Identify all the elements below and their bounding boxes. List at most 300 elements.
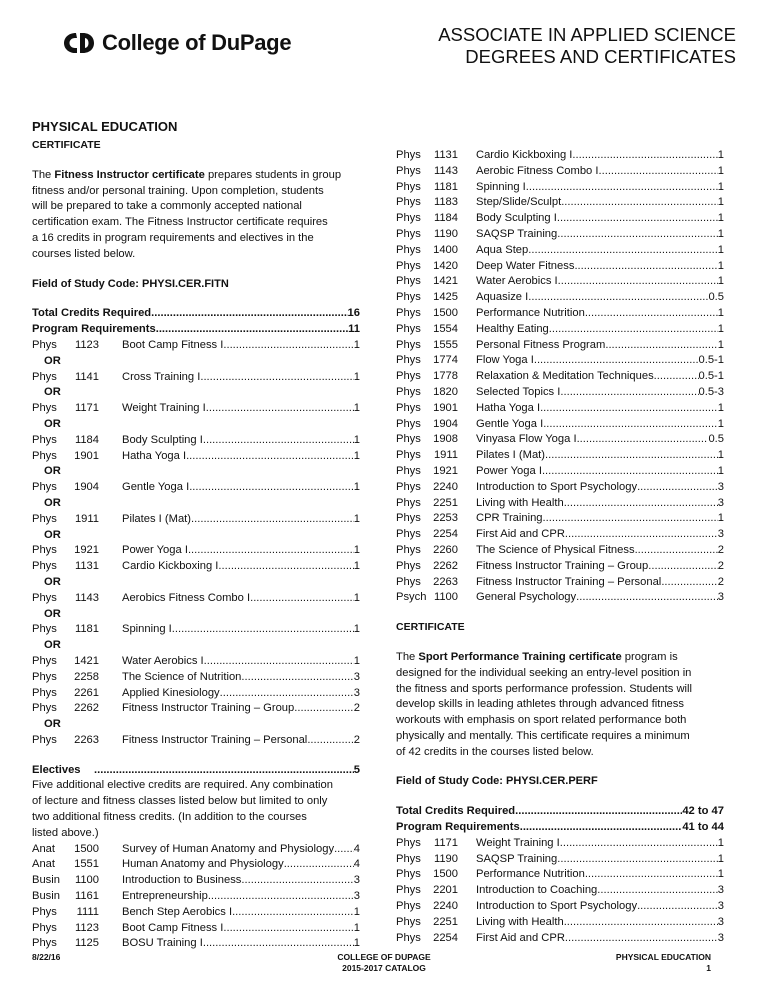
course-credits: 2 — [717, 559, 724, 572]
course-title-wrap — [476, 836, 724, 852]
course-credits: 3 — [717, 884, 724, 897]
course-dept: Phys — [396, 196, 421, 209]
course-row — [32, 921, 360, 937]
elective-course-list — [396, 148, 724, 606]
course-title-wrap — [476, 195, 724, 211]
course-credits: 1 — [717, 512, 724, 525]
course-title-wrap — [476, 353, 724, 369]
course-title: First Aid and CPR — [476, 931, 565, 944]
course-dept: Phys — [32, 402, 57, 415]
course-number: 1400 — [433, 243, 458, 256]
course-credits: 1 — [353, 544, 360, 557]
course-row — [396, 543, 724, 559]
course-title: Introduction to Sport Psychology — [476, 480, 638, 493]
course-row — [396, 259, 724, 275]
course-title-wrap — [122, 654, 360, 670]
course-credits: 1 — [717, 852, 724, 865]
course-title: Gentle Yoga I — [476, 417, 544, 430]
course-credits: 3 — [353, 686, 360, 699]
course-row — [32, 338, 360, 354]
course-credits: 3 — [717, 900, 724, 913]
intro-line: a 16 credits in program requirements and electives in the — [32, 231, 314, 244]
course-title: Power Yoga I — [476, 464, 542, 477]
course-row — [396, 243, 724, 259]
course-credits: 1 — [353, 905, 360, 918]
course-number: 2261 — [74, 686, 99, 699]
course-dept: Anat — [32, 858, 56, 871]
course-dept: Phys — [396, 543, 421, 556]
course-title: Vinyasa Flow Yoga I — [476, 433, 577, 446]
course-title-wrap — [122, 370, 360, 386]
course-row — [396, 559, 724, 575]
intro-rest: prepares students in group — [204, 168, 342, 181]
course-row — [396, 274, 724, 290]
or-separator: OR — [44, 528, 61, 541]
course-number: 1181 — [74, 623, 99, 636]
course-title: Deep Water Fitness — [476, 259, 575, 272]
course-number: 2253 — [433, 512, 458, 525]
course-dept: Phys — [32, 544, 57, 557]
course-credits: 3 — [353, 874, 360, 887]
course-number: 1125 — [74, 937, 99, 950]
electives-paragraph — [32, 778, 360, 841]
course-dept: Phys — [396, 212, 421, 225]
course-row — [396, 306, 724, 322]
course-dept: Phys — [396, 480, 421, 493]
course-credits: 1 — [717, 212, 724, 225]
course-row — [396, 338, 724, 354]
course-credits: 1 — [353, 433, 360, 446]
course-row — [396, 195, 724, 211]
course-title-wrap — [476, 511, 724, 527]
course-credits: 1 — [353, 654, 360, 667]
course-row — [396, 915, 724, 931]
course-credits: 4 — [353, 842, 360, 855]
course-dept: Phys — [396, 227, 421, 240]
course-row — [396, 432, 724, 448]
course-title: Weight Training I — [122, 402, 206, 415]
course-number: 1904 — [74, 481, 99, 494]
course-title-wrap — [122, 543, 360, 559]
course-number: 1161 — [74, 890, 99, 903]
logo-text: College of DuPage — [102, 30, 292, 55]
course-title: Body Sculpting I — [476, 212, 557, 225]
course-row — [396, 353, 724, 369]
course-row — [32, 701, 360, 717]
course-row — [396, 480, 724, 496]
course-title: Bench Step Aerobics I — [122, 905, 233, 918]
course-title-wrap — [476, 480, 724, 496]
course-number: 2254 — [433, 528, 458, 541]
course-row — [32, 733, 360, 749]
course-credits: 1 — [717, 401, 724, 414]
course-credits: 1 — [353, 402, 360, 415]
course-credits: 1 — [353, 921, 360, 934]
course-number: 1421 — [433, 275, 458, 288]
course-number: 1500 — [74, 842, 99, 855]
course-title-wrap — [476, 322, 724, 338]
total-credits-label: Total Credits Required — [32, 307, 152, 320]
electives-label: Electives — [32, 763, 81, 776]
total-credits-value: 42 to 47 — [682, 805, 724, 818]
course-number: 1100 — [433, 591, 458, 604]
course-credits: 0.5-1 — [698, 354, 724, 367]
course-credits: 1 — [717, 275, 724, 288]
course-number: 1183 — [433, 196, 458, 209]
course-dept: Phys — [32, 449, 57, 462]
course-row — [32, 480, 360, 496]
course-number: 2240 — [433, 480, 458, 493]
course-number: 1111 — [76, 905, 99, 918]
course-number: 1774 — [433, 354, 458, 367]
course-number: 1190 — [433, 227, 458, 240]
course-row — [32, 543, 360, 559]
course-dept: Phys — [32, 670, 57, 683]
intro-line: of 42 credits in the courses listed below. — [396, 745, 594, 758]
course-dept: Phys — [32, 560, 57, 573]
course-dept: Phys — [396, 417, 421, 430]
course-title: Fitness Instructor Training – Personal — [122, 733, 308, 746]
course-title: SAQSP Training — [476, 852, 558, 865]
intro-bold: Sport Performance Training certificate — [418, 650, 622, 663]
course-row — [396, 496, 724, 512]
course-title-wrap — [476, 559, 724, 575]
course-title: Fitness Instructor Training – Group — [122, 702, 295, 715]
intro-pre: The — [32, 168, 55, 181]
course-number: 2240 — [433, 900, 458, 913]
course-title-wrap — [476, 915, 724, 931]
course-dept: Phys — [32, 370, 57, 383]
course-credits: 1 — [353, 591, 360, 604]
intro-line: designed for the individual seeking an entry-level position in — [396, 666, 692, 679]
course-credits: 3 — [717, 915, 724, 928]
course-number: 1123 — [74, 338, 99, 351]
header-title-line-2: DEGREES AND CERTIFICATES — [465, 46, 736, 67]
course-credits: 1 — [717, 164, 724, 177]
header-title-line-1: ASSOCIATE IN APPLIED SCIENCE — [438, 24, 736, 45]
course-number: 1171 — [433, 836, 458, 849]
course-number: 1131 — [74, 560, 99, 573]
course-title-wrap — [476, 274, 724, 290]
course-dept: Phys — [396, 306, 421, 319]
or-separator: OR — [44, 496, 61, 509]
course-number: 1131 — [433, 149, 458, 161]
course-credits: 1 — [717, 180, 724, 193]
intro-line: the fitness and sports performance profession. Students will — [396, 682, 692, 695]
course-number: 1420 — [433, 259, 458, 272]
course-credits: 2 — [353, 733, 360, 746]
course-title: The Science of Nutrition — [122, 670, 242, 683]
course-dept: Phys — [396, 464, 421, 477]
course-number: 2263 — [74, 733, 99, 746]
course-number: 1921 — [433, 464, 458, 477]
course-dept: Psych — [396, 591, 427, 604]
course-dept: Phys — [32, 686, 57, 699]
course-title: Personal Fitness Program — [476, 338, 606, 351]
or-separator: OR — [44, 639, 61, 652]
certificate-subheading: CERTIFICATE — [32, 139, 101, 151]
course-row — [32, 512, 360, 528]
course-number: 1500 — [433, 306, 458, 319]
page-header-title — [438, 24, 736, 68]
course-title: Living with Health — [476, 496, 564, 509]
intro-bold: Fitness Instructor certificate — [54, 168, 205, 181]
course-credits: 3 — [717, 496, 724, 509]
intro-rest: program is — [621, 650, 678, 663]
course-dept: Phys — [396, 433, 421, 446]
course-row — [396, 931, 724, 947]
course-number: 1425 — [433, 291, 458, 304]
course-credits: 3 — [717, 931, 724, 944]
course-dept: Phys — [32, 591, 57, 604]
course-title: Aquasize I — [476, 291, 529, 304]
course-number: 1908 — [433, 433, 458, 446]
program-requirements-list — [396, 836, 724, 947]
course-title: Selected Topics I — [476, 385, 561, 398]
course-credits: 1 — [717, 868, 724, 881]
course-credits: 1 — [717, 243, 724, 256]
course-title: Introduction to Business — [122, 874, 242, 887]
course-credits: 1 — [353, 512, 360, 525]
field-of-study-code: Field of Study Code: PHYSI.CER.PERF — [396, 775, 598, 788]
course-number: 1921 — [74, 544, 99, 557]
course-title: Power Yoga I — [122, 544, 188, 557]
course-credits: 1 — [353, 449, 360, 462]
course-title: Living with Health — [476, 915, 564, 928]
course-dept: Phys — [32, 433, 57, 446]
course-title-wrap — [122, 701, 360, 717]
course-title-wrap — [476, 464, 724, 480]
course-row — [32, 591, 360, 607]
or-separator: OR — [44, 386, 61, 399]
course-dept: Phys — [396, 559, 421, 572]
course-title: Entrepreneurship — [122, 890, 208, 903]
course-credits: 3 — [717, 528, 724, 541]
course-row — [396, 401, 724, 417]
course-title-wrap — [122, 873, 360, 889]
course-row — [396, 464, 724, 480]
electives-value: 5 — [353, 763, 360, 776]
or-separator: OR — [44, 465, 61, 478]
course-title-wrap — [122, 670, 360, 686]
course-title-wrap — [122, 889, 360, 905]
program-requirements-value: 41 to 44 — [682, 821, 724, 834]
course-title-wrap — [476, 227, 724, 243]
course-number: 1904 — [433, 417, 458, 430]
course-dept: Phys — [396, 275, 421, 288]
course-row — [396, 867, 724, 883]
course-title: Aqua Step — [476, 243, 529, 256]
course-number: 1911 — [433, 449, 458, 462]
course-title-wrap — [476, 867, 724, 883]
course-title: Aerobics Fitness Combo I — [122, 591, 251, 604]
electives-text: of lecture and fitness classes listed below but limited to only — [32, 795, 328, 808]
course-title: Boot Camp Fitness I — [122, 338, 224, 351]
course-title-wrap — [122, 559, 360, 575]
course-dept: Phys — [396, 322, 421, 335]
course-title-wrap — [476, 496, 724, 512]
program-requirements-value: 11 — [348, 323, 360, 336]
course-title: Relaxation & Meditation Techniques — [476, 370, 654, 383]
course-row — [396, 164, 724, 180]
course-title: Boot Camp Fitness I — [122, 921, 224, 934]
course-dept: Phys — [32, 921, 57, 934]
course-number: 1184 — [433, 212, 458, 225]
course-title-wrap — [476, 338, 724, 354]
course-credits: 0.5 — [708, 433, 724, 446]
course-title: Aerobic Fitness Combo I — [476, 164, 599, 177]
course-row — [32, 842, 360, 858]
course-title: Introduction to Sport Psychology — [476, 900, 638, 913]
course-title: Healthy Eating — [476, 322, 549, 335]
course-title: Cross Training I — [122, 370, 201, 383]
course-number: 1141 — [74, 370, 99, 383]
course-dept: Phys — [396, 836, 421, 849]
course-number: 1181 — [433, 180, 458, 193]
course-credits: 0.5-3 — [698, 385, 724, 398]
course-row — [32, 889, 360, 905]
course-title: Fitness Instructor Training – Group — [476, 559, 649, 572]
course-dept: Phys — [32, 481, 57, 494]
course-title-wrap — [476, 883, 724, 899]
course-row — [396, 148, 724, 164]
course-title: BOSU Training I — [122, 937, 203, 950]
total-credits-line — [396, 804, 724, 820]
course-row — [396, 836, 724, 852]
course-row — [396, 448, 724, 464]
intro-line: certification exam. The Fitness Instructor certificate requires — [32, 216, 328, 229]
course-number: 1554 — [433, 322, 458, 335]
course-dept: Phys — [32, 654, 57, 667]
course-title: Introduction to Coaching — [476, 884, 598, 897]
course-dept: Phys — [396, 884, 421, 897]
course-title-wrap — [476, 417, 724, 433]
course-title-wrap — [476, 590, 724, 606]
course-dept: Phys — [32, 733, 57, 746]
course-title-wrap — [122, 591, 360, 607]
or-separator: OR — [44, 354, 61, 367]
course-credits: 1 — [353, 338, 360, 351]
course-title-wrap — [122, 733, 360, 749]
course-number: 1551 — [74, 858, 99, 871]
course-title-wrap — [476, 180, 724, 196]
course-title-wrap — [476, 211, 724, 227]
course-title-wrap — [122, 338, 360, 354]
total-credits-value: 16 — [347, 307, 360, 320]
course-title: Water Aerobics I — [476, 275, 558, 288]
course-title: Hatha Yoga I — [122, 449, 187, 462]
course-credits: 2 — [717, 543, 724, 556]
electives-line — [32, 763, 360, 779]
course-dept: Phys — [396, 512, 421, 525]
course-title-wrap — [122, 433, 360, 449]
course-dept: Phys — [396, 149, 421, 161]
course-title: Fitness Instructor Training – Personal — [476, 575, 662, 588]
course-number: 1901 — [433, 401, 458, 414]
course-row — [32, 873, 360, 889]
footer-section-name: PHYSICAL EDUCATION — [615, 952, 711, 962]
course-credits: 3 — [717, 591, 724, 604]
course-number: 1100 — [74, 874, 99, 887]
course-number: 1421 — [74, 654, 99, 667]
course-credits: 1 — [717, 417, 724, 430]
course-credits: 0.5-1 — [698, 370, 724, 383]
intro-line: fitness and/or personal training. Upon completion, students — [32, 184, 324, 197]
footer-section — [616, 952, 711, 974]
course-title: Spinning I — [122, 623, 172, 636]
program-requirements-label: Program Requirements — [396, 821, 520, 834]
course-dept: Phys — [396, 852, 421, 865]
course-row — [396, 899, 724, 915]
course-credits: 4 — [353, 858, 360, 871]
course-credits: 1 — [717, 149, 724, 161]
course-title: Body Sculpting I — [122, 433, 203, 446]
course-dept: Phys — [396, 575, 421, 588]
course-title: Pilates I (Mat) — [122, 512, 192, 525]
course-credits: 1 — [717, 449, 724, 462]
course-dept: Phys — [396, 931, 421, 944]
course-dept: Busin — [32, 890, 60, 903]
course-title-wrap — [476, 290, 724, 306]
course-title: Weight Training I — [476, 836, 560, 849]
course-title-wrap — [476, 306, 724, 322]
course-number: 2262 — [433, 559, 458, 572]
course-credits: 3 — [353, 890, 360, 903]
course-row — [32, 401, 360, 417]
course-number: 2258 — [74, 670, 99, 683]
course-credits: 1 — [717, 338, 724, 351]
course-row — [396, 590, 724, 606]
course-row — [396, 417, 724, 433]
or-separator: OR — [44, 718, 61, 731]
course-number: 2201 — [433, 884, 458, 897]
or-separator: OR — [44, 607, 61, 620]
course-dept: Phys — [396, 900, 421, 913]
course-title: Pilates I (Mat) — [476, 449, 546, 462]
course-number: 1778 — [433, 370, 458, 383]
intro-line: will be prepared to take a commonly accepted national — [32, 200, 302, 213]
course-row — [396, 290, 724, 306]
course-credits: 1 — [353, 560, 360, 573]
course-row — [396, 883, 724, 899]
course-number: 1820 — [433, 385, 458, 398]
course-title: Cardio Kickboxing I — [476, 149, 573, 161]
course-title-wrap — [476, 852, 724, 868]
course-dept: Phys — [396, 338, 421, 351]
course-number: 2263 — [433, 575, 458, 588]
program-requirements-label: Program Requirements — [32, 323, 156, 336]
left-column — [32, 138, 360, 952]
right-column — [396, 148, 724, 946]
course-number: 1911 — [74, 512, 99, 525]
course-number: 1190 — [433, 852, 458, 865]
cod-logo-icon — [62, 30, 96, 56]
course-title: Water Aerobics I — [122, 654, 204, 667]
course-title: Flow Yoga I — [476, 354, 534, 367]
footer-college: COLLEGE OF DUPAGE — [337, 952, 431, 962]
course-title-wrap — [476, 385, 724, 401]
course-credits: 2 — [717, 575, 724, 588]
course-credits: 1 — [717, 196, 724, 209]
course-title-wrap — [122, 921, 360, 937]
course-row — [32, 905, 360, 921]
course-row — [32, 559, 360, 575]
course-dept: Phys — [32, 702, 57, 715]
course-credits: 1 — [353, 370, 360, 383]
course-dept: Phys — [396, 164, 421, 177]
course-number: 1143 — [433, 164, 458, 177]
course-title-wrap — [122, 686, 360, 702]
